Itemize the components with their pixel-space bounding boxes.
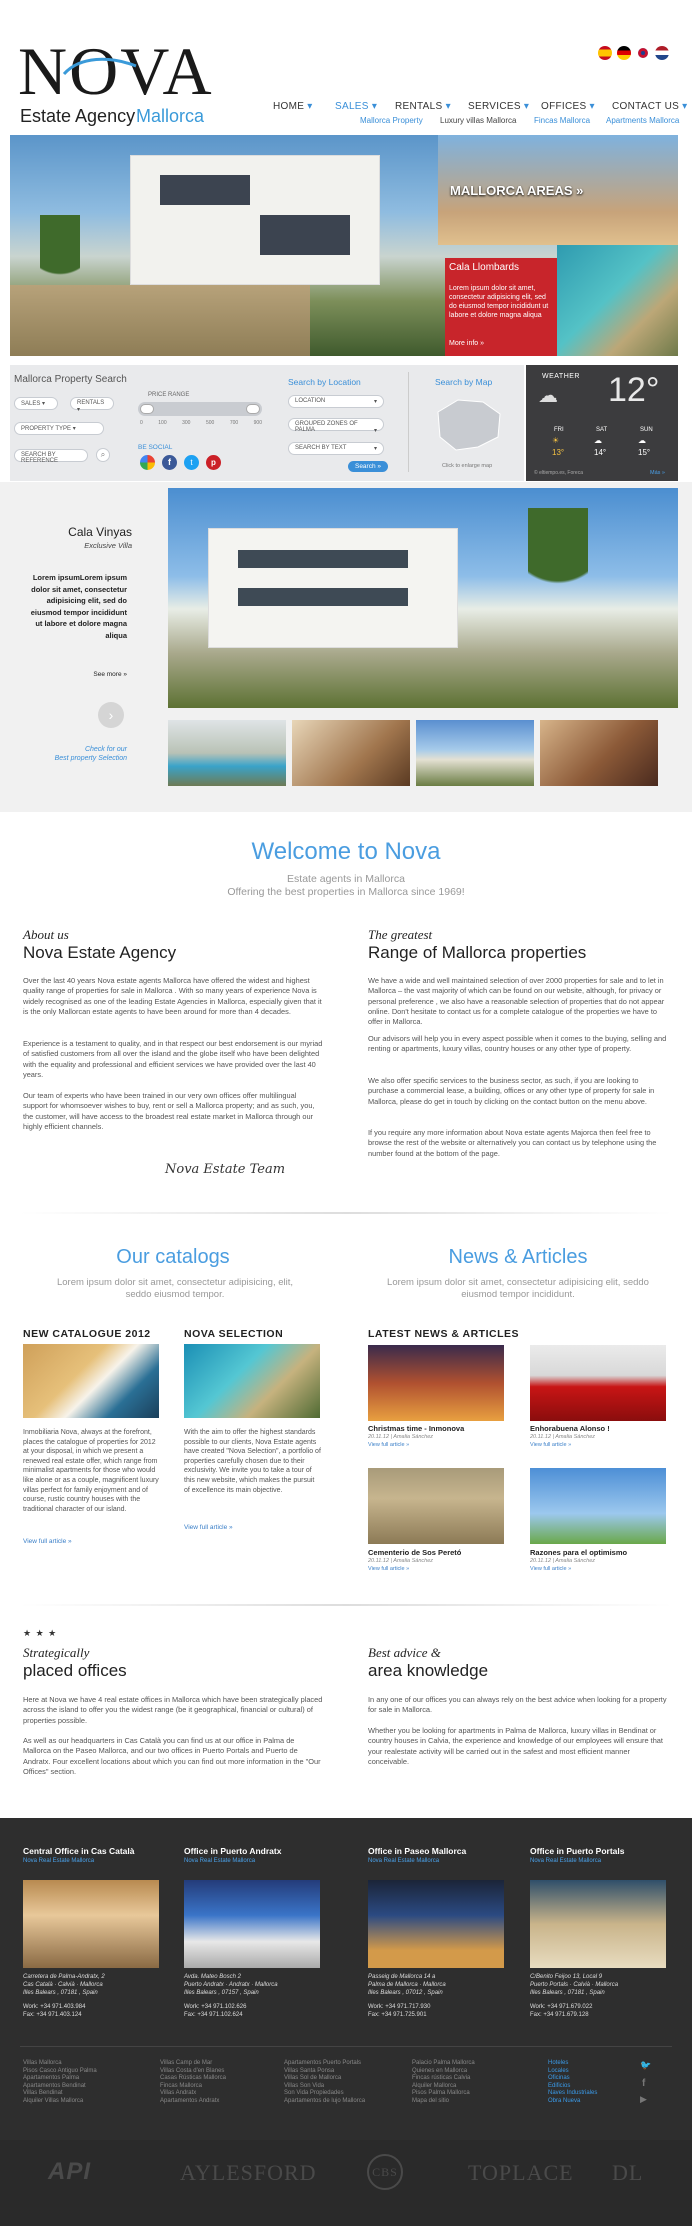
news-title: News & Articles	[448, 1246, 588, 1268]
office-phone: Work: +34 971.102.626 Fax: +34 971.102.624	[184, 2004, 247, 2018]
news-item-link[interactable]: View full article »	[368, 1566, 410, 1572]
rentals-toggle[interactable]: RENTALS ▾	[70, 397, 114, 410]
search-by-text-input[interactable]: SEARCH BY TEXT ▾	[288, 442, 384, 455]
cloud-icon: ☁	[638, 436, 646, 445]
footer-link[interactable]: Apartamentos Andratx	[160, 2097, 220, 2104]
offices-title: placed offices	[23, 1661, 127, 1680]
map-hint: Click to enlarge map	[442, 463, 493, 469]
footer-link[interactable]: Pisos Casco Antiguo Palma	[23, 2067, 97, 2074]
office-photo[interactable]	[530, 1880, 666, 1968]
footer-link[interactable]: Hoteles	[548, 2060, 569, 2066]
office-title[interactable]: Office in Puerto Portals	[530, 1846, 625, 1856]
catalogue-2012-title: NEW CATALOGUE 2012	[23, 1328, 151, 1340]
search-by-location-title: Search by Location	[288, 377, 361, 387]
footer-link[interactable]: Locales	[548, 2067, 569, 2074]
office-address: Carretera de Palma-Andratx, 2 Cas Català · Calvià · Mallorca Illes Balears , 07181 , Spain	[23, 1974, 105, 1996]
news-photo[interactable]	[530, 1345, 666, 1421]
hero-card-text: Lorem ipsum dolor sit amet, consectetur adipisicing elit, sed do eiusmod tempor incididunt ut labore et dolore magna aliqua	[449, 285, 549, 319]
welcome-line-1: Estate agents in Mallorca	[287, 873, 405, 885]
office-phone: Work: +34 971.679.022 Fax: +34 971.679.128	[530, 2004, 593, 2018]
nav-sales[interactable]: SALES ▾	[335, 101, 378, 112]
decorative-stars: ★ ★ ★	[23, 1628, 58, 1638]
mallorca-map-icon[interactable]	[428, 392, 508, 457]
nav-rentals[interactable]: RENTALS ▾	[395, 101, 451, 112]
footer-link[interactable]: Villas Bendinat	[23, 2090, 63, 2097]
cbs-logo[interactable]: CBS	[367, 2154, 403, 2190]
search-title: Mallorca Property Search	[14, 374, 127, 385]
footer-link[interactable]: Apartamentos Palma	[23, 2075, 80, 2082]
welcome-title: Welcome to Nova	[251, 838, 441, 865]
footer-link-column	[284, 2060, 365, 2106]
office-address: C/Benito Feijoo 13, Local 9 Puerto Portals · Calvià · Mallorca Illes Balears , 07181 , Spain	[530, 1974, 619, 1996]
office-subtitle: Nova Real Estate Mallorca	[23, 1858, 95, 1864]
nav-sub-fincas[interactable]: Fincas Mallorca	[534, 116, 591, 125]
office-address: Avda. Mateo Bosch 2 Puerto Andratx · Andratx · Mallorca Illes Balears , 07157 , Spain	[184, 1974, 278, 1996]
nav-sub-apartments[interactable]: Apartments Mallorca	[606, 116, 680, 125]
office-photo[interactable]	[368, 1880, 504, 1968]
sun-icon: ☀	[552, 436, 560, 445]
footer-link[interactable]: Villas Santa Ponsa	[284, 2067, 335, 2074]
office-phone: Work: +34 971.717.930 Fax: +34 971.725.901	[368, 2004, 431, 2018]
youtube-icon[interactable]: ▶	[640, 2094, 647, 2104]
about-title: Nova Estate Agency	[23, 943, 177, 962]
welcome-line-2: Offering the best properties in Mallorca since 1969!	[227, 886, 465, 898]
logo-wordmark[interactable]: NOVA	[18, 33, 214, 109]
price-range-slider[interactable]	[138, 402, 262, 416]
nav-offices[interactable]: OFFICES ▾	[541, 101, 595, 112]
office-title[interactable]: Office in Paseo Mallorca	[368, 1846, 467, 1856]
dutch-flag-icon[interactable]	[655, 46, 669, 60]
nova-selection-photo[interactable]	[184, 1344, 320, 1418]
range-paragraph: We have a wide and well maintained selection of over 2000 properties for sale and to let in Mallorca – the vast majority of which can be found on our website, although, for privacy or personal preference , we also have a reasonable selection of properties that do not appear online. Don't hesitate to contact us for a complete catalogue of the properties we have to offer in Mallorca.	[368, 976, 665, 1027]
footer-link[interactable]: Fincas rústicas Calvia	[412, 2075, 471, 2082]
featured-text: Lorem ipsumLorem ipsum dolor sit amet, consectetur adipisicing elit, sed do eiusmod tempor incididunt ut labore et dolore magna aliqua	[30, 573, 127, 640]
footer-link[interactable]: Alquiler Mallorca	[412, 2082, 457, 2089]
advice-paragraph: Whether you be looking for apartments in Palma de Mallorca, luxury villas in Bendinat or country houses in Calvia, the experience and knowledge of our employees will ensure that your realestate activity will be carried out in the safest and most efficient manner conceivable.	[368, 1726, 663, 1766]
footer-link[interactable]: Quienes en Mallorca	[412, 2067, 468, 2074]
latest-news-heading: LATEST NEWS & ARTICLES	[368, 1328, 519, 1340]
grouped-zones-select[interactable]: GROUPED ZONES OF PALMA ▾	[288, 418, 384, 431]
weather-credit: © eltiempo.es, Foreca	[534, 470, 583, 476]
footer-link[interactable]: Villas Mallorca	[23, 2060, 62, 2066]
office-title[interactable]: Office in Puerto Andratx	[184, 1846, 282, 1856]
footer-link[interactable]: Obra Nueva	[548, 2097, 581, 2104]
facebook-icon[interactable]: f	[162, 455, 177, 470]
twitter-icon[interactable]: t	[184, 455, 199, 470]
sales-toggle[interactable]: SALES ▾	[14, 397, 58, 410]
twitter-icon[interactable]: 🐦	[640, 2060, 652, 2070]
catalogs-title: Our catalogs	[116, 1246, 230, 1268]
toplace-logo[interactable]: TOPLACE	[468, 2160, 574, 2185]
chevron-right-icon[interactable]: ›	[98, 702, 124, 728]
news-item-title[interactable]: Cementerio de Sos Peretó	[368, 1548, 462, 1557]
dl-logo[interactable]: DL	[612, 2160, 644, 2185]
nav-sub-luxury-villas[interactable]: Luxury villas Mallorca	[440, 116, 517, 125]
aylesford-logo[interactable]: AYLESFORD	[180, 2160, 317, 2185]
range-kicker: The greatest	[368, 927, 433, 942]
news-photo[interactable]	[368, 1345, 504, 1421]
footer-link-column	[160, 2060, 226, 2106]
news-item-title[interactable]: Enhorabuena Alonso !	[530, 1424, 610, 1433]
search-by-map-title: Search by Map	[435, 377, 493, 387]
footer-link[interactable]: Mapa del sitio	[412, 2097, 450, 2104]
office-phone: Work: +34 971.403.984 Fax: +34 971.403.124	[23, 2004, 86, 2018]
footer-link[interactable]: Villas Sol de Mallorca	[284, 2075, 342, 2082]
nova-selection-text: With the aim to offer the highest standards possible to our clients, Nova Estate agents have created "Nova Selection", a portfolio of properties carefully chosen due to their exclusivity. We invite you to take a tour of this new website, which makes the pursuit of excellence its main objective.	[184, 1429, 321, 1494]
offices-paragraph: Here at Nova we have 4 real estate offices in Mallorca which have been strategically placed across the island to offer you the widest range (be it geographical, financial or cultural) of properties possible.	[23, 1695, 323, 1725]
about-kicker: About us	[23, 927, 69, 942]
news-item-meta: 20.11.12 | Amalia Sánchez	[368, 1434, 434, 1440]
footer-link[interactable]: Alquiler Villas Mallorca	[23, 2097, 84, 2104]
thumbnail-photo[interactable]	[540, 720, 658, 786]
weather-title: WEATHER	[542, 373, 580, 380]
mallorca-areas-photo[interactable]	[438, 135, 678, 245]
featured-villa-photo	[168, 488, 678, 708]
cloud-icon: ☁	[594, 436, 602, 445]
footer-link[interactable]: Villas Son Vida	[284, 2082, 325, 2089]
office-subtitle: Nova Real Estate Mallorca	[368, 1858, 440, 1864]
reference-search-input[interactable]: SEARCH BY REFERENCE	[14, 449, 88, 462]
footer-link[interactable]: Apartamentos Puerto Portals	[284, 2060, 362, 2066]
thumbnail-photo[interactable]	[292, 720, 410, 786]
news-item-title[interactable]: Razones para el optimismo	[530, 1548, 628, 1557]
news-item-title[interactable]: Christmas time - Inmonova	[368, 1424, 465, 1433]
footer-link-column	[23, 2060, 97, 2106]
featured-subtitle: Exclusive Villa	[84, 541, 132, 550]
weather-more-link[interactable]: Más »	[650, 470, 665, 476]
office-subtitle: Nova Real Estate Mallorca	[184, 1858, 256, 1864]
weather-day-temp: 15°	[638, 448, 651, 457]
be-social-label: BE SOCIAL	[138, 444, 173, 451]
news-item-meta: 20.11.12 | Amalia Sánchez	[530, 1434, 596, 1440]
hero-card[interactable]	[445, 258, 557, 356]
footer-link-column	[412, 2060, 475, 2106]
search-icon[interactable]: ⌕	[96, 448, 110, 462]
footer-link[interactable]: Fincas Mallorca	[160, 2082, 203, 2089]
news-item-meta: 20.11.12 | Amalia Sánchez	[530, 1558, 596, 1564]
news-photo[interactable]	[368, 1468, 504, 1544]
mallorca-areas-link[interactable]: MALLORCA AREAS »	[450, 183, 584, 198]
footer-link[interactable]: Casas Rústicas Mallorca	[160, 2075, 227, 2082]
footer-link[interactable]: Oficinas	[548, 2075, 570, 2082]
google-plus-icon[interactable]	[140, 455, 155, 470]
advice-kicker: Best advice &	[368, 1645, 441, 1660]
property-type-select[interactable]: PROPERTY TYPE ▾	[14, 422, 104, 435]
nova-selection-link[interactable]: View full article »	[184, 1524, 233, 1531]
section-divider	[20, 1212, 672, 1214]
weather-day: FRI	[554, 427, 564, 433]
about-paragraph: Our team of experts who have been trained in our very own offices offer multilingual support for whomsoever wishes to buy, rent or sell a Mallorca property; and as such, you, the customer, will have access to the broadest real estate market in Mallorca through our highly efficient channels.	[23, 1091, 315, 1131]
price-ticks: 0 100 300 500 700 900	[140, 420, 262, 426]
british-flag-icon[interactable]	[636, 46, 650, 60]
best-selection-link[interactable]: Check for our Best property Selection	[54, 746, 127, 762]
footer-link[interactable]: Naves Industriales	[548, 2090, 598, 2097]
price-range-label: PRICE RANGE	[148, 392, 190, 398]
weather-temp: 12°	[608, 371, 660, 409]
weather-day-temp: 14°	[594, 448, 607, 457]
footer-link[interactable]: Apartamentos de lujo Mallorca	[284, 2097, 366, 2104]
range-title: Range of Mallorca properties	[368, 943, 587, 962]
advice-paragraph: In any one of our offices you can always rely on the best advice when looking for a property for sale in Mallorca.	[368, 1695, 667, 1715]
office-subtitle: Nova Real Estate Mallorca	[530, 1858, 602, 1864]
about-paragraph: Experience is a testament to quality, and in that respect our best endorsement is our myriad of satisfied customers from all over the island and the globe itself who have been delighted with the equality and professional and efficient services we have provided over the last 40 years.	[23, 1039, 323, 1079]
location-select[interactable]: LOCATION ▾	[288, 395, 384, 408]
footer-link-column	[548, 2060, 597, 2106]
logo-subtitle: Estate Agency	[20, 106, 136, 126]
offices-kicker: Strategically	[23, 1645, 90, 1660]
weather-day: SUN	[640, 427, 653, 433]
hero-card-title: Cala Llombards	[449, 262, 520, 273]
thumbnail-photo[interactable]	[416, 720, 534, 786]
footer-link[interactable]: Edificios	[548, 2082, 571, 2089]
weather-day: SAT	[596, 427, 608, 433]
office-address: Passeig de Mallorca 14 a Palma de Mallorca · Mallorca Illes Balears , 07012 , Spain	[368, 1974, 446, 1996]
cala-llombards-photo	[557, 245, 678, 356]
footer-link[interactable]: Villas Costa d'en Blanes	[160, 2067, 225, 2074]
office-photo[interactable]	[184, 1880, 320, 1968]
footer-link[interactable]: Son Vida Propiedades	[284, 2090, 344, 2097]
facebook-icon[interactable]: f	[642, 2078, 646, 2089]
footer-link[interactable]: Pisos Palma Mallorca	[412, 2090, 470, 2097]
nav-services[interactable]: SERVICES ▾	[468, 101, 530, 112]
range-paragraph: Our advisors will help you in every aspect possible when it comes to the buying, selling and renting or apartments, luxury villas, country houses or any other type of property.	[368, 1034, 667, 1054]
news-item-meta: 20.11.12 | Amalia Sánchez	[368, 1558, 434, 1564]
news-item-link[interactable]: View full article »	[368, 1442, 410, 1448]
footer-link[interactable]: Palacio Palma Mallorca	[412, 2060, 475, 2066]
section-divider	[20, 1604, 672, 1606]
about-paragraph: Over the last 40 years Nova estate agents Mallorca have offered the widest and highest quality range of properties for sale in Mallorca . With so many years of experience Nova is widely recognised as one of the leading Estate Agencies in Mallorca, especially given that it is the only Mallorcan estate agents to have been around for more than 4 decades.	[23, 976, 322, 1016]
featured-see-more-link[interactable]: See more »	[93, 671, 127, 678]
advice-title: area knowledge	[368, 1661, 489, 1680]
cloud-rain-icon: ☁	[538, 385, 558, 407]
news-photo[interactable]	[530, 1468, 666, 1544]
nav-sub-mallorca-property[interactable]: Mallorca Property	[360, 116, 423, 125]
hero-card-more-link[interactable]: More info »	[449, 340, 485, 347]
search-button[interactable]: Search »	[348, 461, 388, 472]
spanish-flag-icon[interactable]	[598, 46, 612, 60]
german-flag-icon[interactable]	[617, 46, 631, 60]
nova-selection-title: NOVA SELECTION	[184, 1328, 284, 1340]
footer-link[interactable]: Villas Camp de Mar	[160, 2060, 213, 2066]
range-paragraph: We also offer specific services to the business sector, as such, if you are looking to purchase a commercial lease, a building, offices or any other type of property for sale in Mallorca, please do get in touch by clicking on the contact button on the menu above.	[368, 1076, 655, 1106]
partner-logos-bar	[0, 2140, 692, 2226]
nav-home[interactable]: HOME ▾	[273, 101, 313, 112]
range-paragraph: If you require any more information about Nova estate agents Majorca then feel free to browse the rest of the website or alternatively you can contact us by telephone using the number found at the bottom of the page.	[368, 1128, 657, 1158]
news-item-link[interactable]: View full article »	[530, 1566, 572, 1572]
office-photo[interactable]	[23, 1880, 159, 1968]
news-intro: Lorem ipsum dolor sit amet, consectetur adipisicing elit, seddo eiusmod tempor incididunt.	[387, 1277, 649, 1300]
catalogue-2012-text: Inmobiliaria Nova, always at the forefront, places the catalogue of properties for 2012 at your disposal, in which we present a renewed real estate offer, which range from minimalist apartments for those who would like alone or as a couple, magnificent luxury villas perfect for family enjoyment and of course, rustic country houses with the traditional character of our island.	[23, 1429, 159, 1513]
signature: Nova Estate Team	[165, 1162, 286, 1177]
catalogue-2012-photo[interactable]	[23, 1344, 159, 1418]
thumbnail-photo[interactable]	[168, 720, 286, 786]
offices-paragraph: As well as our headquarters in Cas Català you can find us at our office in Palma de Mallorca on the Paseo Mallorca, and our two offices in Puerto Portals and Puerto de Andratx. Four excellent locations about which you can find out more information in the "Our Offices" section.	[23, 1736, 321, 1776]
logo-swoosh-icon	[60, 52, 140, 82]
catalogs-intro: Lorem ipsum dolor sit amet, consectetur adipisicing, elit, seddo eiusmod tempor.	[56, 1277, 294, 1300]
footer-link[interactable]: Villas Andratx	[160, 2090, 197, 2097]
catalogue-2012-link[interactable]: View full article »	[23, 1538, 72, 1545]
footer-link[interactable]: Apartamentos Bendinat	[23, 2082, 86, 2089]
weather-widget	[526, 365, 678, 481]
logo-subtitle-location: Mallorca	[136, 106, 205, 126]
news-item-link[interactable]: View full article »	[530, 1442, 572, 1448]
nav-contact-us[interactable]: CONTACT US ▾	[612, 101, 688, 112]
weather-day-temp: 13°	[552, 448, 565, 457]
pinterest-icon[interactable]: p	[206, 455, 221, 470]
api-logo[interactable]: API	[48, 2158, 92, 2185]
featured-title: Cala Vinyas	[68, 525, 132, 539]
office-title[interactable]: Central Office in Cas Català	[23, 1846, 135, 1856]
